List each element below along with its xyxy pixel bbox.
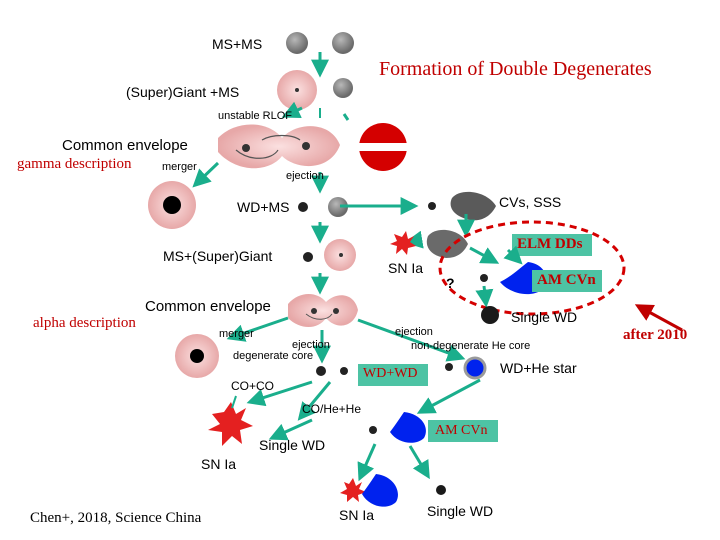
cv-system [428, 192, 496, 220]
supernova-icon [208, 402, 253, 446]
merger-label-1: merger [162, 161, 197, 173]
ms-ms-label: MS+MS [212, 36, 263, 52]
citation-label: Chen+, 2018, Science China [30, 510, 202, 526]
single-wd-label-3: Single WD [427, 503, 494, 519]
flow-arrow [360, 444, 375, 478]
white-dwarf-icon [428, 202, 436, 210]
gamma-description-label: gamma description [17, 156, 132, 172]
wd-he-star-system [445, 358, 485, 378]
ejection-label-1: ejection [286, 170, 324, 182]
common-envelope-label-1: Common envelope [62, 137, 188, 154]
merger-product-gamma [148, 181, 196, 229]
sn-ia-label-3: SN Ia [339, 507, 375, 523]
white-dwarf-icon [436, 485, 446, 495]
prohibited-icon [359, 123, 407, 171]
ejection-label-2: ejection [292, 339, 330, 351]
flow-arrow [272, 420, 312, 438]
white-dwarf-icon [316, 366, 326, 376]
ms-star-icon [333, 78, 353, 98]
flow-arrow [195, 163, 218, 185]
non-degenerate-core-label: non-degenerate He core [411, 340, 531, 352]
wd-he-star-label: WD+He star [500, 360, 577, 376]
co-he-system [369, 412, 426, 443]
giant-ms-binary [277, 70, 353, 110]
degenerate-core-label: degenerate core [233, 350, 314, 362]
am-cvn-label-2: AM CVn [435, 423, 488, 438]
supernova-icon [340, 478, 366, 502]
flow-arrow [484, 286, 486, 304]
flow-arrow [344, 114, 348, 120]
accretion-disk-icon [390, 412, 426, 443]
elm-system [427, 230, 468, 258]
ms-star-icon [451, 192, 496, 220]
am-cvn-label-1: AM CVn [537, 272, 596, 288]
sn-ia-label-1: SN Ia [388, 260, 424, 276]
co-he-he-label: CO/He+He [302, 402, 362, 416]
white-dwarf-icon [303, 252, 313, 262]
white-dwarf-icon [340, 367, 348, 375]
super-giant-ms-label: (Super)Giant +MS [126, 84, 240, 100]
ejection-label-3: ejection [395, 326, 433, 338]
common-envelope-icon [218, 124, 340, 168]
white-dwarf-icon [190, 349, 204, 363]
flow-arrow [470, 248, 496, 262]
single-wd-label-2: Single WD [259, 437, 326, 453]
alpha-description-label: alpha description [33, 315, 136, 331]
diagram-title: Formation of Double Degenerates [379, 58, 652, 80]
white-dwarf-icon [163, 196, 181, 214]
ms-star-icon [427, 230, 468, 258]
common-envelope-icon [288, 294, 358, 327]
accretion-disk-icon [362, 474, 398, 507]
flow-arrow [420, 380, 480, 412]
sn-ia-label-2: SN Ia [201, 456, 237, 472]
merger-product-alpha [175, 334, 219, 378]
flow-arrow [410, 446, 428, 476]
white-dwarf-icon [298, 202, 308, 212]
ms-ms-binary [286, 32, 354, 54]
cvs-sss-label: CVs, SSS [499, 194, 562, 210]
sn-accretor-system [340, 474, 398, 507]
flow-arrow [232, 396, 236, 408]
single-wd-label-1: Single WD [511, 309, 578, 325]
ms-giant-binary [303, 239, 356, 271]
merger-label-2: merger [219, 328, 254, 340]
unstable-rlof-label: unstable RLOF [218, 110, 292, 122]
co-co-label: CO+CO [231, 379, 275, 393]
after-2010-label: after 2010 [623, 327, 688, 343]
ms-super-giant-label: MS+(Super)Giant [163, 248, 273, 264]
elm-dds-label: ELM DDs [517, 236, 583, 252]
ms-star-icon [332, 32, 354, 54]
question-mark: ? [446, 275, 455, 291]
wd-wd-label: WD+WD [363, 366, 418, 381]
wd-ms-label: WD+MS [237, 199, 290, 215]
supernova-icon [390, 231, 416, 255]
white-dwarf-icon [369, 426, 377, 434]
common-envelope-label-2: Common envelope [145, 298, 271, 315]
white-dwarf-icon [481, 306, 499, 324]
ms-star-icon [286, 32, 308, 54]
white-dwarf-icon [480, 274, 488, 282]
white-dwarf-icon [445, 363, 453, 371]
